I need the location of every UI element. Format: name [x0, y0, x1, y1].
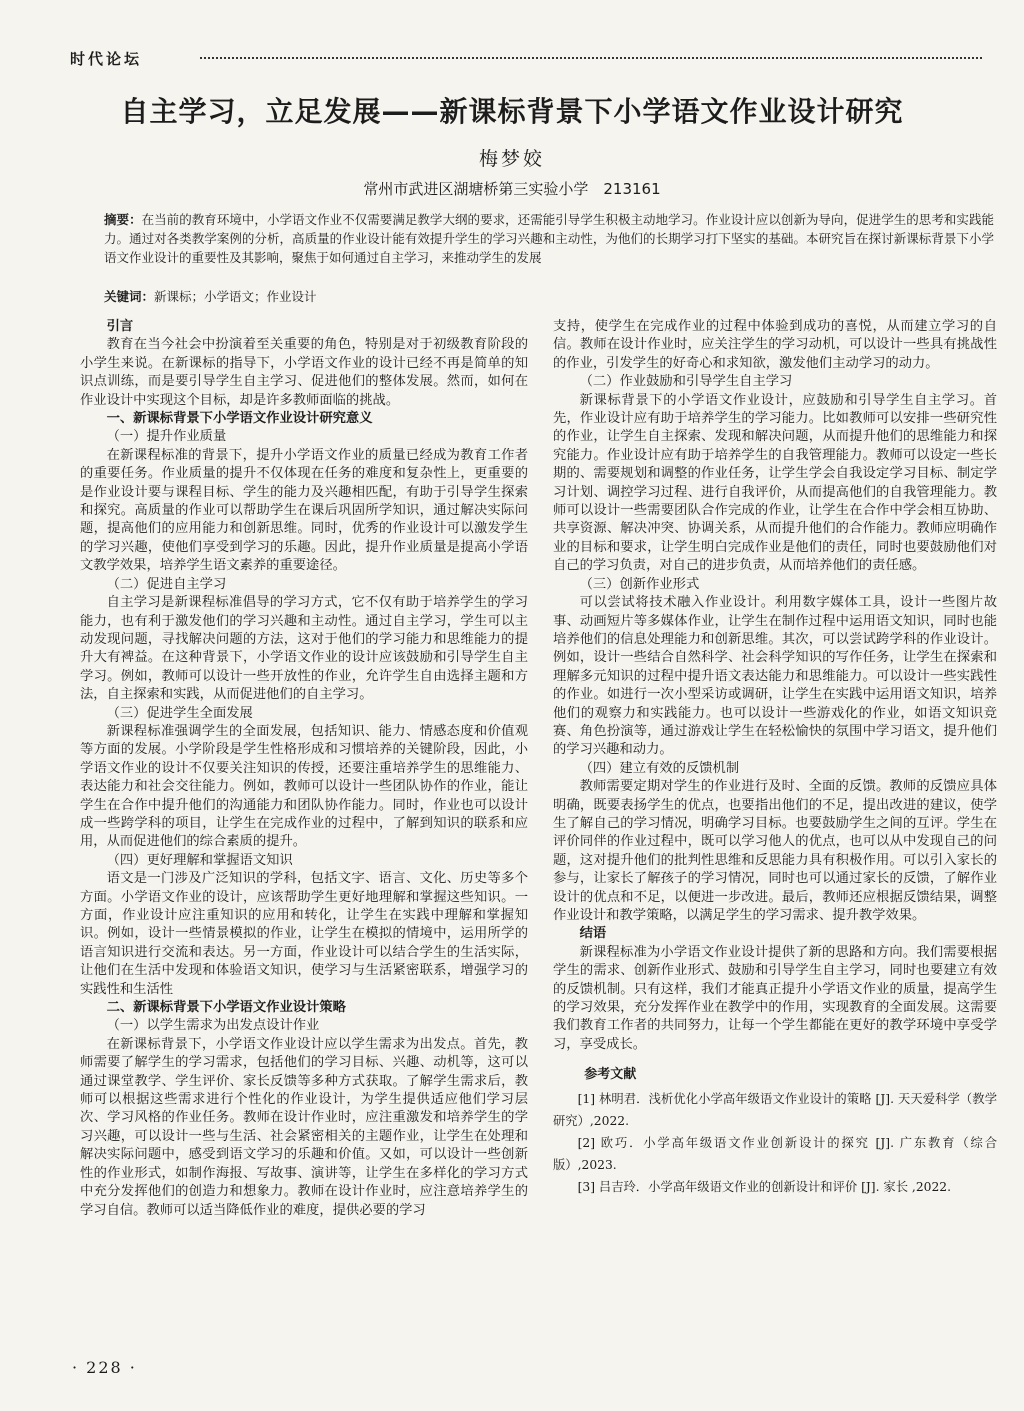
right-column [553, 318, 997, 1198]
section-1-3-heading: （三）促进学生全面发展 [106, 705, 253, 721]
conclusion-paragraph: 新课程标准为小学语文作业设计提供了新的思路和方向。我们需要根据学生的需求、创新作业形式、鼓励和引导学生自主学习，同时也要建立有效的反馈机制。只有这样，我们才能真正提升小学语文作业的质量，提高学生的学习效果，充分发挥作业在教学中的作用，实现教育的全面发展。这需要我们教育工作者的共同努力，让每一个学生都能在更好的教学环境中享受学习，享受成长。 [553, 944, 997, 1052]
section-1-4-paragraph: 语文是一门涉及广泛知识的学科，包括文字、语言、文化、历史等多个方面。小学语文作业的设计，应该帮助学生更好地理解和掌握这些知识。一方面，作业设计应注重知识的应用和转化，让学生在实践中理解和掌握知识。例如，设计一些情景模拟的作业，让学生在模拟的情境中，运用所学的语言知识进行交流和表达。另一方面，作业设计可以结合学生的生活实际，让他们在生活中发现和体验语文知识，使学习与生活紧密联系，增强学习的实践性和生活性 [80, 871, 528, 997]
column-header-label: 时代论坛 [70, 50, 143, 68]
intro-heading: 引言 [106, 319, 134, 334]
section-2-3-heading: （三）创新作业形式 [579, 576, 700, 592]
article-title: 自主学习，立足发展——新课标背景下小学语文作业设计研究 [120, 95, 904, 128]
references [553, 1064, 997, 1198]
header-divider [200, 57, 982, 59]
section-1-4-heading: （四）更好理解和掌握语文知识 [106, 852, 293, 868]
references-heading: 参考文献 [584, 1067, 637, 1083]
reference-item: [3] 吕吉玲．小学高年级语文作业的创新设计和评价 [J]. 家长 ,2022. [577, 1180, 952, 1195]
page-number: · 228 · [72, 1358, 137, 1377]
section-2-4-heading: （四）建立有效的反馈机制 [579, 760, 740, 776]
conclusion-heading: 结语 [579, 926, 607, 942]
abstract-text: 在当前的教育环境中，小学语文作业不仅需要满足教学大纲的要求，还需能引导学生积极主动地学习。作业设计应以创新为导向，促进学生的思考和实践能力。通过对各类教学案例的分析，高质量的作业设计能有效提升学生的学习兴趣和主动性，为他们的长期学习打下坚实的基础。本研究旨在探讨新课标背景下小学语文作业设计的重要性及其影响，聚焦于如何通过自主学习，来推动学生的发展 [104, 212, 994, 265]
section-2-1-heading: （一）以学生需求为出发点设计作业 [106, 1018, 320, 1034]
keywords-label: 关键词： [104, 289, 155, 304]
section-2-4-paragraph: 教师需要定期对学生的作业进行及时、全面的反馈。教师的反馈应具体明确，既要表扬学生的优点，也要指出他们的不足，提出改进的建议，使学生了解自己的学习情况，明确学习目标。也要鼓励学生之间的互评。学生在评价同伴的作业过程中，既可以学习他人的优点，也可以从中发现自己的问题，这对提升他们的批判性思维和反思能力具有积极作用。可以引入家长的参与，让家长了解孩子的学习情况，同时也可以通过家长的反馈，了解作业设计的优点和不足，以便进一步改进。最后，教师还应根据反馈结果，调整作业设计和教学策略，以满足学生的学习需求、提升教学效果。 [553, 779, 997, 923]
intro-paragraph: 教育在当今社会中扮演着至关重要的角色，特别是对于初级教育阶段的小学生来说。在新课标的指导下，小学语文作业的设计已经不再是简单的知识点训练，而是要引导学生自主学习、促进他们的整体发展。然而，如何在作业设计中实现这个目标，却是许多教师面临的挑战。 [80, 337, 528, 408]
abstract [104, 210, 994, 267]
section-1-1-paragraph: 在新课程标准的背景下，提升小学语文作业的质量已经成为教育工作者的重要任务。作业质量的提升不仅体现在任务的难度和复杂性上，更重要的是作业设计要与课程目标、学生的能力及兴趣相匹配，有助于引导学生探索和探究。高质量的作业可以帮助学生在课后巩固所学知识，通过解决实际问题，提高他们的应用能力和创新思维。同时，优秀的作业设计可以激发学生的学习兴趣，使他们享受到学习的乐趣。因此，提升作业质量是提高小学语文教学效果，培养学生语文素养的重要途径。 [80, 447, 528, 574]
section-2-1-continuation: 支持，使学生在完成作业的过程中体验到成功的喜悦，从而建立学习的自信。教师在设计作业时，应关注学生的学习动机，可以设计一些具有挑战性的作业，引发学生的好奇心和求知欲，激发他们主动学习的动力。 [553, 319, 997, 371]
reference-item: [2] 欧巧．小学高年级语文作业创新设计的探究 [J]. 广东教育（综合版）,2023. [553, 1136, 997, 1173]
section-1-2-heading: （二）促进自主学习 [106, 576, 227, 592]
section-1-3-paragraph: 新课程标准强调学生的全面发展，包括知识、能力、情感态度和价值观等方面的发展。小学阶段是学生性格形成和习惯培养的关键阶段，因此，小学语文作业的设计不仅要关注知识的传授，还要注重培养学生的思维能力、表达能力和社会交往能力。例如，教师可以设计一些团队协作的作业，能让学生在合作中提升他们的沟通能力和团队协作能力。同时，作业也可以设计成一些跨学科的项目，让学生在完成作业的过程中，了解到知识的联系和应用，从而促进他们的综合素质的提升。 [80, 723, 528, 850]
section-2-heading: 二、新课标背景下小学语文作业设计策略 [106, 1000, 346, 1016]
section-1-2-paragraph: 自主学习是新课程标准倡导的学习方式，它不仅有助于培养学生的学习能力，也有利于激发他们的学习兴趣和主动性。通过自主学习，学生可以主动发现问题，寻找解决问题的方法，这对于他们的学习能力和思维能力的提升大有裨益。在这种背景下，小学语文作业的设计应该鼓励和引导学生自主学习。例如，教师可以设计一些开放性的作业，允许学生自由选择主题和方法，自主探索和实践，从而促进他们的自主学习。 [80, 595, 528, 703]
keywords [104, 287, 994, 306]
section-2-2-heading: （二）作业鼓励和引导学生自主学习 [579, 374, 793, 390]
reference-item: [1] 林明君．浅析优化小学高年级语文作业设计的策略 [J]. 天天爱科学（教学研究）,2022. [553, 1092, 997, 1129]
section-2-1-paragraph: 在新课标背景下，小学语文作业设计应以学生需求为出发点。首先，教师需要了解学生的学习需求，包括他们的学习目标、兴趣、动机等，这可以通过课堂教学、学生评价、家长反馈等多种方式获取。了解学生需求后，教师可以根据这些需求进行个性化的作业设计，为学生提供适应他们学习层次、学习风格的作业任务。教师在设计作业时，应注重激发和培养学生的学习兴趣，可以设计一些与生活、社会紧密相关的主题作业，让学生在处理和解决实际问题中，感受到语文学习的乐趣和价值。又如，可以设计一些创新性的作业形式，如制作海报、写故事、演讲等，让学生在多样化的学习方式中充分发挥他们的创造力和想象力。教师在设计作业时，应注意培养学生的学习自信。教师可以适当降低作业的难度，提供必要的学习 [80, 1036, 528, 1218]
author-affiliation: 常州市武进区湖塘桥第三实验小学 213161 [363, 180, 661, 198]
section-2-3-paragraph: 可以尝试将技术融入作业设计。利用数字媒体工具，设计一些图片故事、动画短片等多媒体作业，让学生在制作过程中运用语文知识，同时也能培养他们的信息处理能力和创新思维。其次，可以尝试跨学科的作业设计。例如，设计一些结合自然科学、社会科学知识的写作任务，让学生在探索和理解多元知识的过程中提升语文表达能力和思维能力。可以设计一些实践性的作业。如进行一次小型采访或调研，让学生在实践中运用语文知识，培养他们的观察力和实践能力。也可以设计一些游戏化的作业，如语文知识竞赛、角色扮演等，通过游戏让学生在轻松愉快的氛围中学习语文，提升他们的学习兴趣和动力。 [553, 595, 997, 758]
article-author: 梅梦姣 [478, 148, 545, 170]
section-1-heading: 一、新课标背景下小学语文作业设计研究意义 [106, 411, 373, 427]
left-column [80, 318, 528, 1220]
section-1-1-heading: （一）提升作业质量 [106, 429, 227, 445]
keywords-text: 新课标；小学语文；作业设计 [154, 289, 317, 304]
abstract-label: 摘要： [104, 212, 142, 227]
section-2-2-paragraph: 新课标背景下的小学语文作业设计，应鼓励和引导学生自主学习。首先，作业设计应有助于培养学生的学习能力。比如教师可以安排一些研究性的作业，让学生自主探索、发现和解决问题，从而提升他们的思维能力和探究能力。作业设计应有助于培养学生的自我管理能力。教师可以设定一些长期的、需要规划和调整的作业任务，让学生学会自我设定学习目标、制定学习计划、调控学习过程、进行自我评价，从而提高他们的自我管理能力。教师可以设计一些需要团队合作完成的作业，让学生在合作中学会相互协助、共享资源、解决冲突、协调关系，从而提升他们的合作能力。教师应明确作业的目标和要求，让学生明白完成作业是他们的责任，同时也要鼓励他们对自己的学习负责，对自己的进步负责，从而培养他们的责任感。 [553, 392, 997, 574]
